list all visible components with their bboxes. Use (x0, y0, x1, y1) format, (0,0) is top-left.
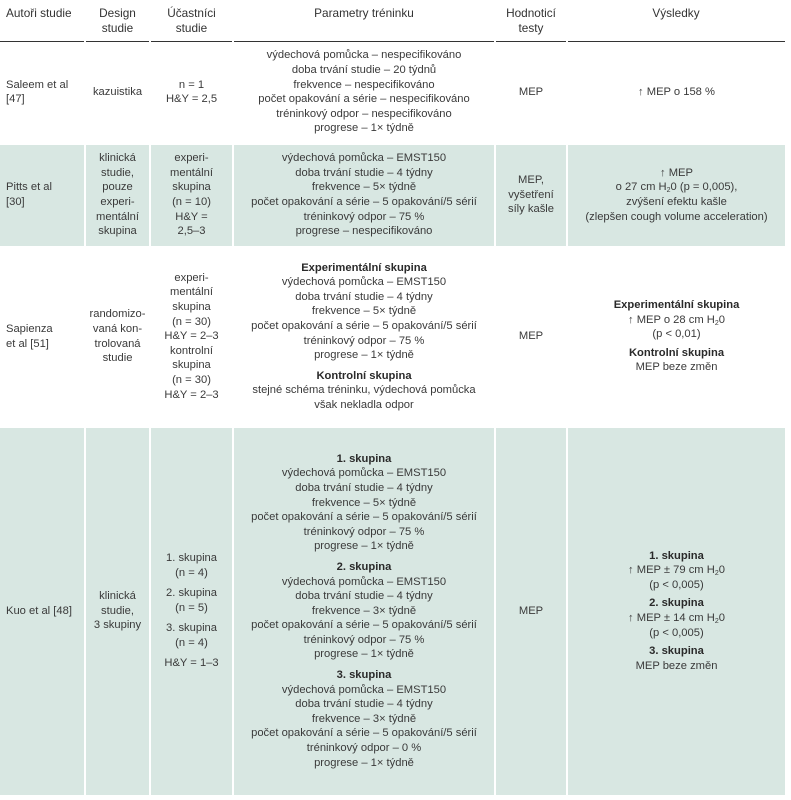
cell-results: ↑ MEP o 27 cm $H_20$ (p = 0,005), zvýšení efektu kašle (zlepšen cough volume acceleration) (567, 144, 785, 247)
cell-authors: Pitts et al [30] (0, 144, 85, 247)
group-title: 1. skupina (649, 549, 704, 562)
group-title: Experimentální skupina (301, 261, 427, 274)
header-row (0, 0, 785, 42)
table-row (0, 144, 785, 247)
cell-results: ↑ MEP o 158 % (567, 42, 785, 144)
cell-authors: Kuo et al [48] (0, 427, 85, 796)
cell-participants: experi- mentální skupina (n = 10) H&Y = 2,5–3 (150, 144, 233, 247)
header-participants: Účastníci studie (150, 0, 233, 42)
cell-tests: MEP (495, 247, 567, 427)
cell-params: Experimentální skupina výdechová pomůcka – EMST150 doba trvání studie – 4 týdny frekvence – 5× týdně počet opakování a série – 5 opakování/5 sérií tréninkový odpor – 75 % progrese – 1× týdně Kontrolní skupina stejné schéma tréninku, výdechová pomůcka však nekladla odpor (233, 247, 495, 427)
table-row (0, 427, 785, 796)
up-arrow-icon: ↑ (660, 166, 666, 179)
group-title: 3. skupina (336, 669, 392, 682)
group-title: 2. skupina (649, 597, 704, 610)
group-title: 1. skupina (336, 452, 392, 465)
group-title: 2. skupina (336, 560, 392, 573)
header-design: Design studie (85, 0, 150, 42)
cell-participants: experi- mentální skupina (n = 30) H&Y = 2–3 kontrolní skupina (n = 30) H&Y = 2–3 (150, 247, 233, 427)
header-authors: Autoři studie (0, 0, 85, 42)
cell-results: 1. skupina ↑ MEP ± 79 cm $H_20$ (p < 0,005) 2. skupina ↑ MEP ± 14 cm $H_20$ (p < 0,005) 3. skupina MEP beze změn (567, 427, 785, 796)
up-arrow-icon: ↑ (628, 564, 634, 577)
cell-params: výdechová pomůcka – nespecifikováno doba trvání studie – 20 týdnů frekvence – nespecifikováno počet opakování a série – nespecifikováno tréninkový odpor – nespecifikováno progrese – 1× týdně (233, 42, 495, 144)
cell-design: kazuistika (85, 42, 150, 144)
up-arrow-icon: ↑ (628, 612, 634, 624)
header-tests: Hodnoticí testy (495, 0, 567, 42)
header-params: Parametry tréninku (233, 0, 495, 42)
group-title: Kontrolní skupina (316, 369, 412, 382)
table-row (0, 42, 785, 144)
group-title: Experimentální skupina (613, 299, 740, 312)
up-arrow-icon: ↑ (628, 313, 634, 326)
cell-authors: Saleem et al [47] (0, 42, 85, 144)
cell-params: výdechová pomůcka – EMST150 doba trvání studie – 4 týdny frekvence – 5× týdně počet opakování a série – 5 opakování/5 sérií tréninkový odpor – 75 % progrese – nespecifikováno (233, 144, 495, 247)
cell-participants: n = 1 H&Y = 2,5 (150, 42, 233, 144)
group-title: Kontrolní skupina (628, 346, 725, 359)
cell-design: randomizo- vaná kon- trolovaná studie (85, 247, 150, 427)
cell-authors: Sapienza et al [51] (0, 247, 85, 427)
up-arrow-icon: ↑ (638, 85, 644, 98)
cell-tests: MEP (495, 42, 567, 144)
header-results: Výsledky (567, 0, 785, 42)
cell-params: 1. skupina výdechová pomůcka – EMST150 doba trvání studie – 4 týdny frekvence – 5× týdně počet opakování a série – 5 opakování/5 sérií tréninkový odpor – 75 % progrese – 1× týdně 2. skupina výdechová pomůcka – EMST150 doba trvání studie – 4 týdny frekvence – 3× týdně počet opakování a série – 5 opakování/5 sérií tréninkový odpor – 75 % progrese – 1× týdně 3. skupina výdechová pomůcka – EMST150 doba trvání studie – 4 týdny frekvence – 3× týdně počet opakování a série – 5 opakování/5 sérií tréninkový odpor – 0 % progrese – 1× týdně (233, 427, 495, 796)
group-title: 3. skupina (649, 645, 704, 658)
cell-tests: MEP (495, 427, 567, 796)
cell-participants: 1. skupina (n = 4) 2. skupina (n = 5) 3. skupina (n = 4) H&Y = 1–3 (150, 427, 233, 796)
cell-tests: MEP, vyšetření síly kašle (495, 144, 567, 247)
cell-results: Experimentální skupina ↑ MEP o 28 cm $H_20$ (p < 0,01) Kontrolní skupina MEP beze změn (567, 247, 785, 427)
cell-design: klinická studie, 3 skupiny (85, 427, 150, 796)
table-row (0, 247, 785, 427)
cell-design: klinická studie, pouze experi- mentální skupina (85, 144, 150, 247)
